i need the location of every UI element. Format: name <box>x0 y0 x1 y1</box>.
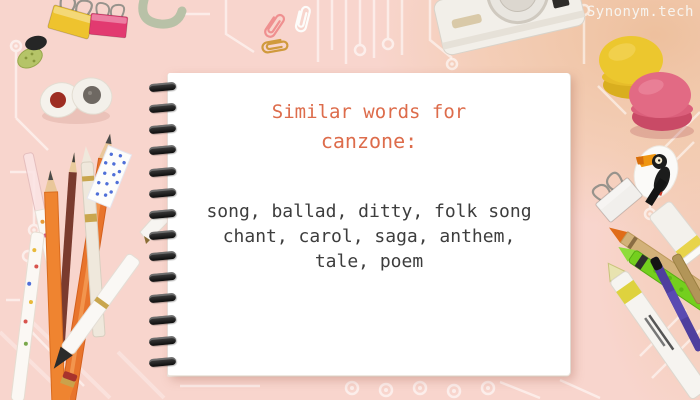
spiral-coil <box>149 272 177 282</box>
synonym-line-1: song, ballad, ditty, folk song <box>206 201 532 222</box>
paperclip-white-icon <box>295 6 311 33</box>
pink-binder-clip-icon <box>89 2 129 38</box>
pink-macaron-icon <box>629 72 694 139</box>
site-logo[interactable]: Synonym.tech <box>586 4 694 20</box>
spiral-coil <box>149 145 177 155</box>
notebook-heading: Similar words for <box>271 101 467 123</box>
spiral-coil <box>149 209 177 219</box>
paperclip-pink-icon <box>263 12 285 38</box>
synonym-line-3: tale, poem <box>314 251 424 272</box>
spiral-coil <box>149 251 177 261</box>
camera-icon <box>428 0 586 56</box>
spiral-coil <box>149 82 177 92</box>
synonym-line-2: chant, carol, saga, anthem, <box>222 226 516 247</box>
spiral-coil <box>149 336 177 346</box>
spiral-coil <box>149 357 177 367</box>
spiral-coil <box>149 124 177 134</box>
paperclip-orange-icon <box>262 39 288 53</box>
spiral-coil <box>149 293 177 303</box>
egg-erasers-icon <box>36 74 116 124</box>
notebook-headword: canzone: <box>320 129 418 153</box>
spiral-coil <box>149 230 177 240</box>
notebook <box>168 73 571 376</box>
spiral-coil <box>149 188 177 198</box>
spiral-binding <box>149 83 177 366</box>
patterned-pen-icon <box>11 232 45 400</box>
spiral-coil <box>149 103 177 113</box>
sage-scissors-handle-icon <box>143 0 182 24</box>
spiral-coil <box>149 166 177 176</box>
bird-figurine-icon <box>14 34 48 72</box>
synonym-list <box>168 199 570 274</box>
spiral-coil <box>149 314 177 324</box>
